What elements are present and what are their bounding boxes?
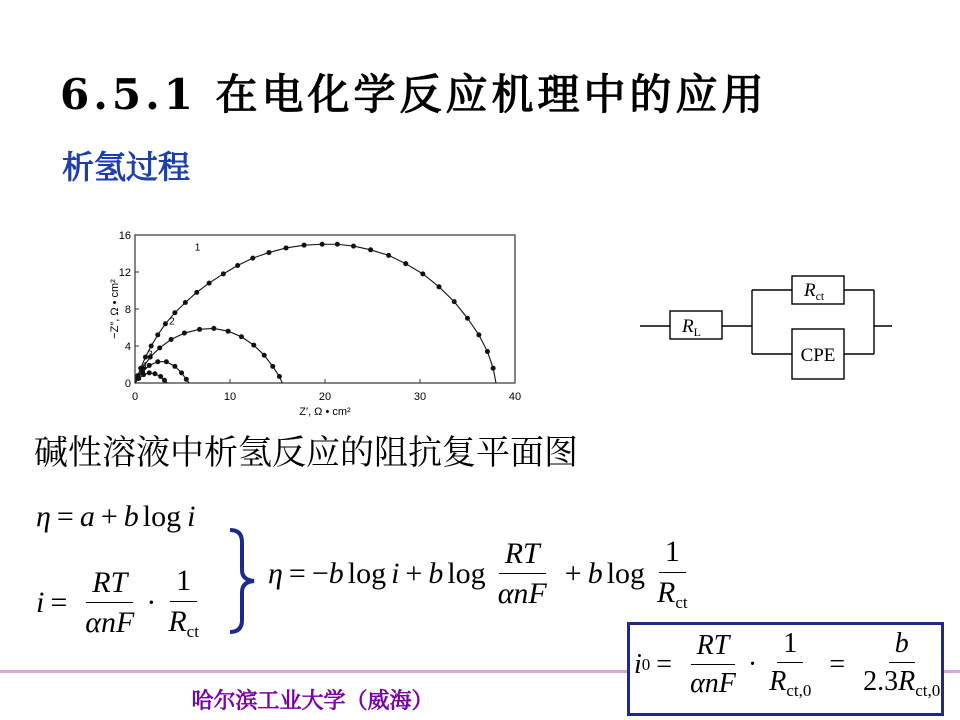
series-1-point: [485, 349, 490, 354]
eq4-fraction-3: [857, 629, 946, 700]
eq3-den2: R: [657, 575, 676, 609]
series-1-point: [476, 332, 481, 337]
series-1-point: [149, 344, 154, 349]
eq2-num1: RT: [86, 567, 133, 604]
eq3-log1: log: [347, 556, 387, 590]
eq1-log: log: [142, 500, 182, 533]
rl-label: R: [682, 316, 694, 337]
series-1-point: [437, 284, 442, 289]
eq3-i: i: [391, 556, 400, 590]
rct-label: R: [804, 280, 816, 301]
right-brace-icon: [226, 528, 266, 634]
x-axis-label: Z′, Ω • cm²: [299, 406, 351, 418]
exchange-current-equation: [634, 629, 952, 700]
eq2-num2: 1: [170, 565, 197, 602]
series-2-point: [262, 353, 267, 358]
series-1-point: [155, 332, 160, 337]
series-1-point: [420, 271, 425, 276]
eq4-sup: 0: [641, 654, 651, 674]
eq3-num1: RT: [499, 538, 546, 575]
y-tick-label: 4: [124, 341, 131, 353]
series-4-point: [147, 370, 152, 375]
series-1-point: [221, 271, 226, 276]
series-1-point: [194, 290, 199, 295]
series-2-point: [157, 345, 162, 350]
series-1-label: 1: [194, 242, 201, 254]
series-3-point: [155, 359, 160, 364]
eq3-log2: log: [447, 556, 486, 590]
series-2-point: [169, 337, 174, 342]
series-1-point: [368, 247, 373, 252]
series-1-point: [266, 250, 271, 255]
eq4-equals1: =: [656, 648, 673, 680]
eq1-equals: =: [56, 500, 74, 533]
rl-sub: L: [693, 325, 701, 339]
series-3-point: [164, 359, 169, 364]
eq4-fraction-2: [763, 629, 817, 700]
x-tick-label: 0: [131, 391, 139, 403]
eq4-fraction-1: [684, 631, 742, 699]
series-1-point: [183, 300, 188, 305]
eq2-fraction-1: [79, 567, 140, 639]
series-2-point: [251, 343, 256, 348]
series-4-point: [162, 378, 167, 383]
impedance-chart: [108, 228, 528, 418]
eq2-equals: =: [50, 585, 68, 619]
eq3-num2: 1: [659, 536, 686, 573]
exchange-current-box: [627, 622, 944, 716]
eq4-den3: R: [898, 666, 916, 698]
tafel-equation: [36, 500, 195, 534]
figure-caption: 碱性溶液中析氢反应的阻抗复平面图: [34, 433, 578, 473]
current-equation: [36, 565, 211, 640]
footer-university: 哈尔滨工业大学（威海）: [191, 689, 434, 714]
series-2-point: [182, 331, 187, 336]
series-1-point: [465, 316, 470, 321]
series-1-point: [207, 281, 212, 286]
eq4-num3: b: [889, 629, 915, 663]
series-1-point: [250, 256, 255, 261]
eq3-fraction-2: [651, 536, 694, 611]
series-2-point: [270, 364, 275, 369]
series-1-point: [172, 310, 177, 315]
cpe-label: CPE: [800, 345, 836, 366]
eq3-plus1: +: [405, 556, 423, 590]
eq4-i: i: [634, 648, 642, 680]
eq3-plus2: +: [564, 556, 582, 590]
eq4-num1: RT: [691, 631, 736, 665]
series-2-point: [277, 374, 282, 379]
eq3-log3: log: [606, 556, 646, 590]
series-3-point: [184, 377, 189, 382]
series-2-point: [211, 326, 216, 331]
series-1-point: [403, 261, 408, 266]
series-4-point: [136, 376, 141, 381]
equivalent-circuit: [640, 262, 900, 392]
series-3-point: [172, 364, 177, 369]
y-tick-label: 16: [118, 230, 131, 242]
eq3-minus: −: [311, 556, 329, 590]
eq4-dot: ·: [747, 648, 758, 680]
eq4-den3-sub: ct,0: [915, 681, 941, 701]
series-3-label: 3: [147, 349, 153, 361]
eq4-equals2: =: [829, 648, 846, 680]
series-1-point: [235, 263, 240, 268]
y-tick-label: 8: [124, 304, 131, 316]
series-1-point: [452, 299, 457, 304]
eq3-b2: b: [428, 556, 444, 590]
overpotential-equation: [268, 536, 700, 611]
y-axis-label: −Z″, Ω • cm²: [109, 279, 121, 339]
series-4-point: [158, 374, 163, 379]
eq3-b3: b: [587, 556, 603, 590]
section-subtitle: 析氢过程: [62, 148, 191, 186]
series-4-point: [141, 372, 146, 377]
eq1-a: a: [79, 500, 95, 533]
series-1-curve: [135, 244, 496, 383]
series-1-point: [386, 253, 391, 258]
series-4-label: 4: [141, 360, 148, 372]
series-1-point: [335, 242, 340, 247]
eq2-fraction-2: [162, 565, 205, 640]
y-tick-label: 12: [118, 267, 131, 279]
series-1-point: [284, 245, 289, 250]
eq2-i: i: [36, 585, 45, 619]
eq3-fraction-1: [492, 538, 553, 610]
eq1-eta: η: [36, 500, 51, 533]
eq4-num2: 1: [777, 629, 803, 663]
eq1-i: i: [187, 500, 196, 533]
series-4-point: [152, 371, 157, 376]
eq2-den2: R: [168, 604, 187, 638]
eq4-den1: αnF: [690, 668, 736, 700]
series-1-point: [320, 242, 325, 247]
eq3-equals: =: [288, 556, 306, 590]
eq4-den3-pre: 2.3: [863, 666, 899, 698]
eq4-den2-sub: ct,0: [786, 681, 812, 701]
eq2-den1: αnF: [85, 606, 135, 640]
eq3-b1: b: [328, 556, 344, 590]
eq3-den2-sub: ct: [675, 592, 688, 612]
plot-frame: [135, 235, 515, 383]
series-3-point: [179, 370, 184, 375]
y-tick-label: 0: [124, 378, 131, 390]
series-3-point: [147, 363, 152, 368]
series-1-point: [491, 366, 496, 371]
eq2-dot: ·: [146, 585, 157, 619]
rct-sub: ct: [815, 289, 825, 303]
eq4-den2: R: [769, 666, 787, 698]
series-2-point: [239, 334, 244, 339]
x-tick-label: 10: [223, 391, 237, 403]
series-2-label: 2: [169, 316, 175, 328]
eq3-eta: η: [268, 556, 283, 590]
series-1-point: [163, 321, 168, 326]
eq2-den2-sub: ct: [186, 621, 199, 641]
x-tick-label: 20: [318, 391, 332, 403]
x-tick-label: 40: [508, 391, 522, 403]
series-1-point: [351, 244, 356, 249]
series-2-point: [226, 329, 231, 334]
eq1-plus: +: [100, 500, 118, 533]
eq1-b: b: [123, 500, 139, 533]
series-1-point: [302, 243, 307, 248]
series-2-point: [197, 327, 202, 332]
page-title: 6.5.1 在电化学反应机理中的应用: [60, 70, 768, 119]
x-tick-label: 30: [413, 391, 427, 403]
eq3-den1: αnF: [497, 577, 547, 611]
